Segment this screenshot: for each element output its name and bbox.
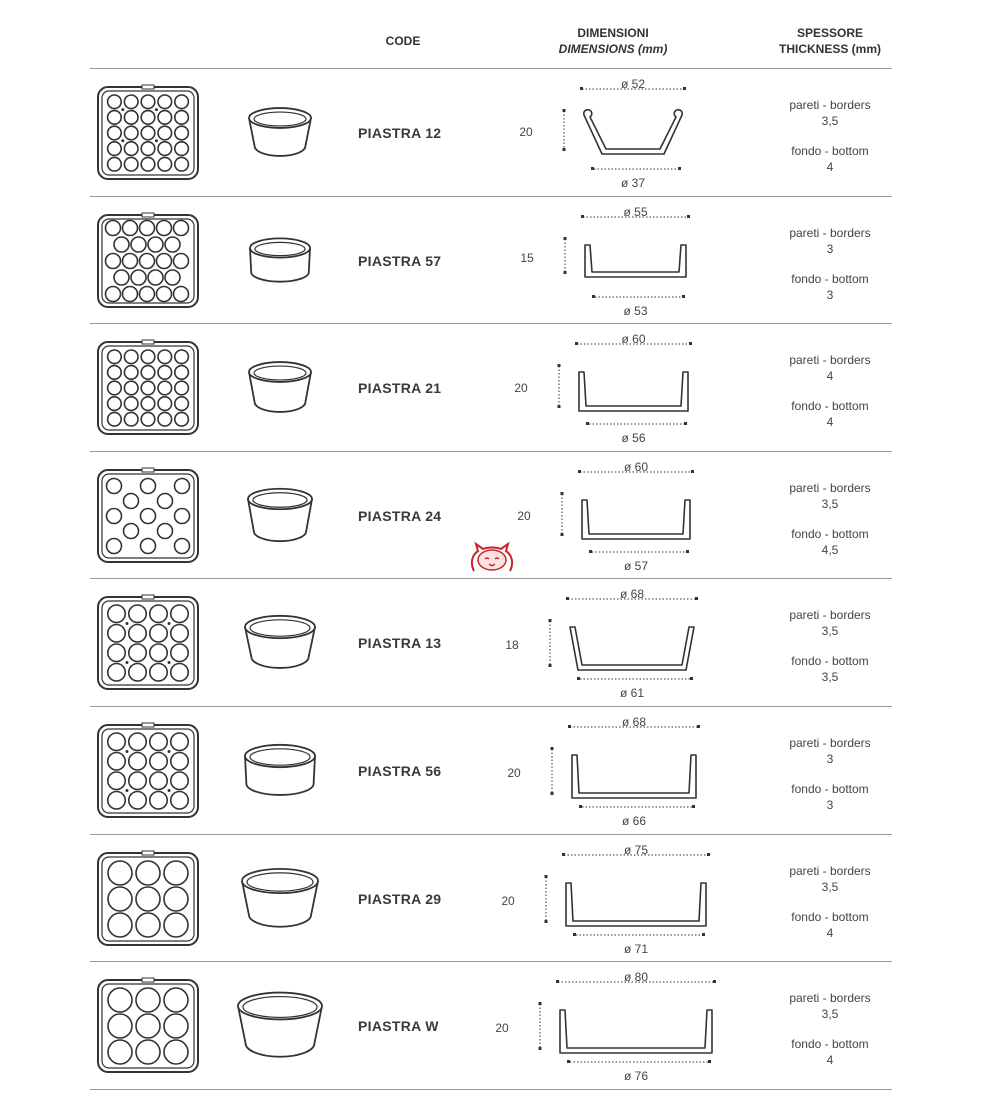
tray-cavity [129, 792, 147, 810]
tray-cavity [158, 524, 173, 539]
thickness-cell [770, 707, 890, 834]
cup-rim [245, 616, 315, 638]
tray-cavity [175, 142, 189, 156]
tray-cavity [124, 381, 138, 395]
bottom-diameter-label: ø 56 [621, 431, 646, 445]
tray-cavity [158, 397, 172, 411]
height-label: 20 [517, 509, 531, 523]
product-row [90, 323, 892, 451]
bottom-label: fondo - bottom [791, 910, 869, 924]
borders-label: pareti - borders [789, 353, 871, 367]
tray-cavity [107, 539, 122, 554]
product-code: PIASTRA 13 [358, 635, 442, 651]
product-code: PIASTRA 57 [358, 253, 442, 269]
tray-cavity [124, 157, 138, 171]
tray-cavity [164, 1040, 188, 1064]
tray-cavity [141, 157, 155, 171]
tray-cavity [157, 254, 172, 269]
tray-cavity [124, 494, 139, 509]
tray-cavity [171, 753, 189, 771]
tray-cavity [171, 772, 189, 790]
thickness-header-en: THICKNESS (mm) [778, 42, 881, 56]
tray-cavity [141, 412, 155, 426]
cup-icon [230, 476, 330, 556]
tray-cavity [108, 111, 122, 125]
height-label: 20 [495, 1021, 509, 1035]
tray-cavity [124, 350, 138, 364]
tray-cavity [124, 142, 138, 156]
cup-rim [245, 745, 315, 767]
tray-cavity [140, 287, 155, 302]
tray-cavity [108, 753, 126, 771]
tray-cavity [107, 509, 122, 524]
tray-cavity [129, 772, 147, 790]
thickness-cell [770, 835, 890, 962]
tray-icon [96, 593, 200, 691]
cup-rim [249, 362, 311, 382]
tray-cavity [148, 237, 163, 252]
tray-cavity [150, 664, 168, 682]
tray-cavity [136, 913, 160, 937]
tray-cavity [136, 1014, 160, 1038]
bottom-value: 4 [826, 926, 834, 940]
tray-cavity [150, 733, 168, 751]
bottom-diameter-label: ø 53 [623, 304, 648, 318]
tray-cavity [108, 913, 132, 937]
tray-cavity [141, 350, 155, 364]
bottom-label: fondo - bottom [791, 272, 869, 286]
height-label: 20 [507, 766, 521, 780]
table-header [0, 0, 986, 66]
tray-cavity [108, 397, 122, 411]
cup-profile [572, 755, 696, 798]
tray-cavity [171, 664, 189, 682]
tray-cavity [164, 1014, 188, 1038]
bottom-label: fondo - bottom [791, 527, 869, 541]
product-row [90, 706, 892, 834]
bottom-value: 4 [826, 1053, 834, 1067]
tray-cavity [140, 221, 155, 236]
bottom-diameter-label: ø 57 [623, 559, 648, 573]
top-diameter-label: ø 68 [619, 587, 644, 601]
tray-cavity [175, 350, 189, 364]
tray-cavity [150, 753, 168, 771]
tray-icon [96, 338, 200, 436]
tray-cavity [108, 126, 122, 140]
tray-cavity [150, 644, 168, 662]
borders-value: 3,5 [821, 880, 839, 894]
tray-icon [96, 83, 200, 181]
borders-label: pareti - borders [789, 481, 871, 495]
bottom-diameter-label: ø 61 [619, 686, 644, 700]
borders-value: 3 [826, 752, 834, 766]
bottom-value: 3 [826, 288, 834, 302]
cup-profile [584, 110, 682, 154]
tray-cavity [175, 412, 189, 426]
bottom-value: 4 [826, 160, 834, 174]
height-label: 20 [514, 381, 528, 395]
tray-cavity [141, 479, 156, 494]
tray-cavity [141, 397, 155, 411]
tray-cavity [108, 605, 126, 623]
tray-cavity [108, 381, 122, 395]
top-diameter-label: ø 75 [623, 843, 648, 857]
tray-cavity [108, 664, 126, 682]
tray-cavity [129, 625, 147, 643]
tray-cavity [141, 111, 155, 125]
borders-value: 3,5 [821, 624, 839, 638]
tray-cavity [129, 664, 147, 682]
thickness-cell [770, 69, 890, 196]
tray-cavity [150, 792, 168, 810]
bottom-label: fondo - bottom [791, 144, 869, 158]
tray-cavity [131, 237, 146, 252]
tray-cavity [141, 539, 156, 554]
tray-cavity [108, 644, 126, 662]
tray-cavity [106, 254, 121, 269]
tray-cavity [141, 366, 155, 380]
product-code: PIASTRA 29 [358, 891, 442, 907]
tray-cavity [107, 479, 122, 494]
borders-label: pareti - borders [789, 736, 871, 750]
top-diameter-label: ø 60 [621, 332, 646, 346]
height-label: 20 [519, 125, 533, 139]
product-row [90, 578, 892, 706]
top-diameter-label: ø 52 [620, 77, 645, 91]
tray-cavity [108, 625, 126, 643]
bottom-label: fondo - bottom [791, 654, 869, 668]
borders-label: pareti - borders [789, 864, 871, 878]
tray-cavity [129, 753, 147, 771]
cup-profile [579, 372, 688, 411]
tray-cavity [141, 509, 156, 524]
borders-value: 3,5 [821, 114, 839, 128]
tray-cavity [108, 792, 126, 810]
tray-icon [96, 976, 200, 1074]
bottom-value: 4 [826, 415, 834, 429]
tray-cavity [108, 861, 132, 885]
tray-icon [96, 849, 200, 947]
tray-icon [96, 211, 200, 309]
borders-label: pareti - borders [789, 226, 871, 240]
tray-cavity [148, 270, 163, 285]
tray-cavity [108, 366, 122, 380]
tray-cavity [158, 126, 172, 140]
tray-cavity [140, 254, 155, 269]
tray-cavity [150, 625, 168, 643]
tray-cavity [141, 95, 155, 109]
tray-cavity [141, 126, 155, 140]
tray-cavity [123, 254, 138, 269]
tray-cavity [174, 254, 189, 269]
thickness-cell [770, 324, 890, 451]
top-diameter-label: ø 68 [621, 715, 646, 729]
cup-profile [566, 883, 706, 926]
tray-cavity [108, 142, 122, 156]
tray-cavity [108, 988, 132, 1012]
tray-cavity [136, 887, 160, 911]
cup-icon [230, 348, 330, 428]
product-row [90, 961, 892, 1090]
tray-cavity [158, 111, 172, 125]
tray-cavity [108, 157, 122, 171]
tray-cavity [123, 287, 138, 302]
thickness-cell [770, 962, 890, 1089]
tray-cavity [158, 494, 173, 509]
product-code: PIASTRA 12 [358, 125, 442, 141]
product-row [90, 834, 892, 962]
cup-rim [249, 108, 311, 128]
tray-cavity [124, 412, 138, 426]
bottom-value: 3,5 [821, 670, 839, 684]
tray-cavity [175, 479, 190, 494]
cup-icon [230, 859, 330, 939]
tray-cavity [131, 270, 146, 285]
cup-profile [585, 245, 686, 277]
height-label: 15 [520, 250, 534, 265]
top-diameter-label: ø 60 [623, 460, 648, 474]
tray-cavity [165, 270, 180, 285]
tray-cavity [108, 412, 122, 426]
dimensions-header-en: DIMENSIONS (mm) [558, 42, 668, 56]
tray-cavity [157, 287, 172, 302]
tray-icon [96, 721, 200, 819]
tray-cavity [114, 237, 129, 252]
tray-cavity [175, 509, 190, 524]
tray-cavity [164, 861, 188, 885]
borders-label: pareti - borders [789, 608, 871, 622]
borders-value: 3 [826, 242, 834, 256]
bottom-label: fondo - bottom [791, 1037, 869, 1051]
tray-cavity [108, 1040, 132, 1064]
bottom-label: fondo - bottom [791, 782, 869, 796]
tray-cavity [136, 1040, 160, 1064]
tray-cavity [174, 221, 189, 236]
tray-cavity [123, 221, 138, 236]
tray-cavity [108, 95, 122, 109]
tray-cavity [171, 644, 189, 662]
tray-cavity [175, 539, 190, 554]
tray-cavity [114, 270, 129, 285]
tray-cavity [124, 95, 138, 109]
tray-cavity [175, 111, 189, 125]
borders-value: 3,5 [821, 1007, 839, 1021]
cup-icon [230, 221, 330, 301]
bottom-value: 4,5 [821, 543, 839, 557]
tray-cavity [158, 95, 172, 109]
tray-cavity [175, 381, 189, 395]
top-diameter-label: ø 80 [623, 970, 648, 984]
cup-icon [230, 93, 330, 173]
tray-cavity [106, 287, 121, 302]
thickness-cell [770, 452, 890, 579]
height-label: 20 [501, 894, 515, 908]
borders-value: 3,5 [821, 497, 839, 511]
tray-cavity [108, 887, 132, 911]
tray-cavity [158, 157, 172, 171]
product-code: PIASTRA 21 [358, 380, 442, 396]
tray-cavity [165, 237, 180, 252]
dimensions-header-it: DIMENSIONI [577, 26, 649, 40]
tray-cavity [158, 381, 172, 395]
tray-cavity [150, 605, 168, 623]
tray-cavity [164, 887, 188, 911]
tray-cavity [124, 524, 139, 539]
tray-cavity [171, 733, 189, 751]
cup-icon [230, 986, 330, 1066]
tray-cavity [175, 157, 189, 171]
cup-icon [230, 603, 330, 683]
bottom-diameter-label: ø 76 [623, 1069, 648, 1083]
product-row [90, 68, 892, 196]
bottom-value: 3 [826, 798, 834, 812]
cup-profile [570, 627, 694, 670]
tray-cavity [141, 142, 155, 156]
product-code: PIASTRA 24 [358, 508, 442, 524]
cup-rim [250, 238, 310, 257]
tray-cavity [158, 142, 172, 156]
tray-cavity [108, 1014, 132, 1038]
product-code: PIASTRA W [358, 1018, 439, 1034]
tray-cavity [124, 126, 138, 140]
tray-cavity [136, 988, 160, 1012]
tray-cavity [124, 111, 138, 125]
code-header: CODE [385, 34, 421, 48]
tray-cavity [171, 625, 189, 643]
tray-cavity [157, 221, 172, 236]
tray-cavity [158, 412, 172, 426]
tray-cavity [175, 366, 189, 380]
tray-icon [96, 466, 200, 564]
borders-label: pareti - borders [789, 991, 871, 1005]
top-diameter-label: ø 55 [623, 205, 648, 219]
tray-cavity [129, 605, 147, 623]
tray-cavity [158, 350, 172, 364]
tray-cavity [129, 644, 147, 662]
tray-cavity [175, 397, 189, 411]
tray-cavity [108, 733, 126, 751]
tray-cavity [164, 913, 188, 937]
borders-value: 4 [826, 369, 834, 383]
tray-cavity [150, 772, 168, 790]
tray-cavity [164, 988, 188, 1012]
tray-cavity [171, 792, 189, 810]
bottom-label: fondo - bottom [791, 399, 869, 413]
bottom-diameter-label: ø 66 [621, 814, 646, 828]
cup-rim [248, 489, 312, 509]
product-code: PIASTRA 56 [358, 763, 442, 779]
cup-icon [230, 731, 330, 811]
thickness-header-it: SPESSORE [796, 26, 864, 40]
thickness-cell [770, 579, 890, 706]
tray-cavity [175, 126, 189, 140]
tray-cavity [108, 350, 122, 364]
tray-cavity [129, 733, 147, 751]
height-label: 18 [505, 638, 519, 652]
tray-cavity [108, 772, 126, 790]
tray-cavity [175, 95, 189, 109]
borders-label: pareti - borders [789, 98, 871, 112]
bottom-diameter-label: ø 71 [623, 942, 648, 956]
cup-profile [582, 500, 690, 539]
tray-cavity [106, 221, 121, 236]
thickness-cell [770, 197, 890, 324]
tray-cavity [174, 287, 189, 302]
bottom-diameter-label: ø 37 [620, 176, 645, 190]
tray-cavity [124, 397, 138, 411]
tray-cavity [158, 366, 172, 380]
tray-cavity [136, 861, 160, 885]
tray-cavity [141, 381, 155, 395]
tray-cavity [124, 366, 138, 380]
product-row [90, 196, 892, 324]
cup-profile [560, 1010, 712, 1053]
tray-cavity [171, 605, 189, 623]
mascot-logo-icon [466, 541, 518, 575]
